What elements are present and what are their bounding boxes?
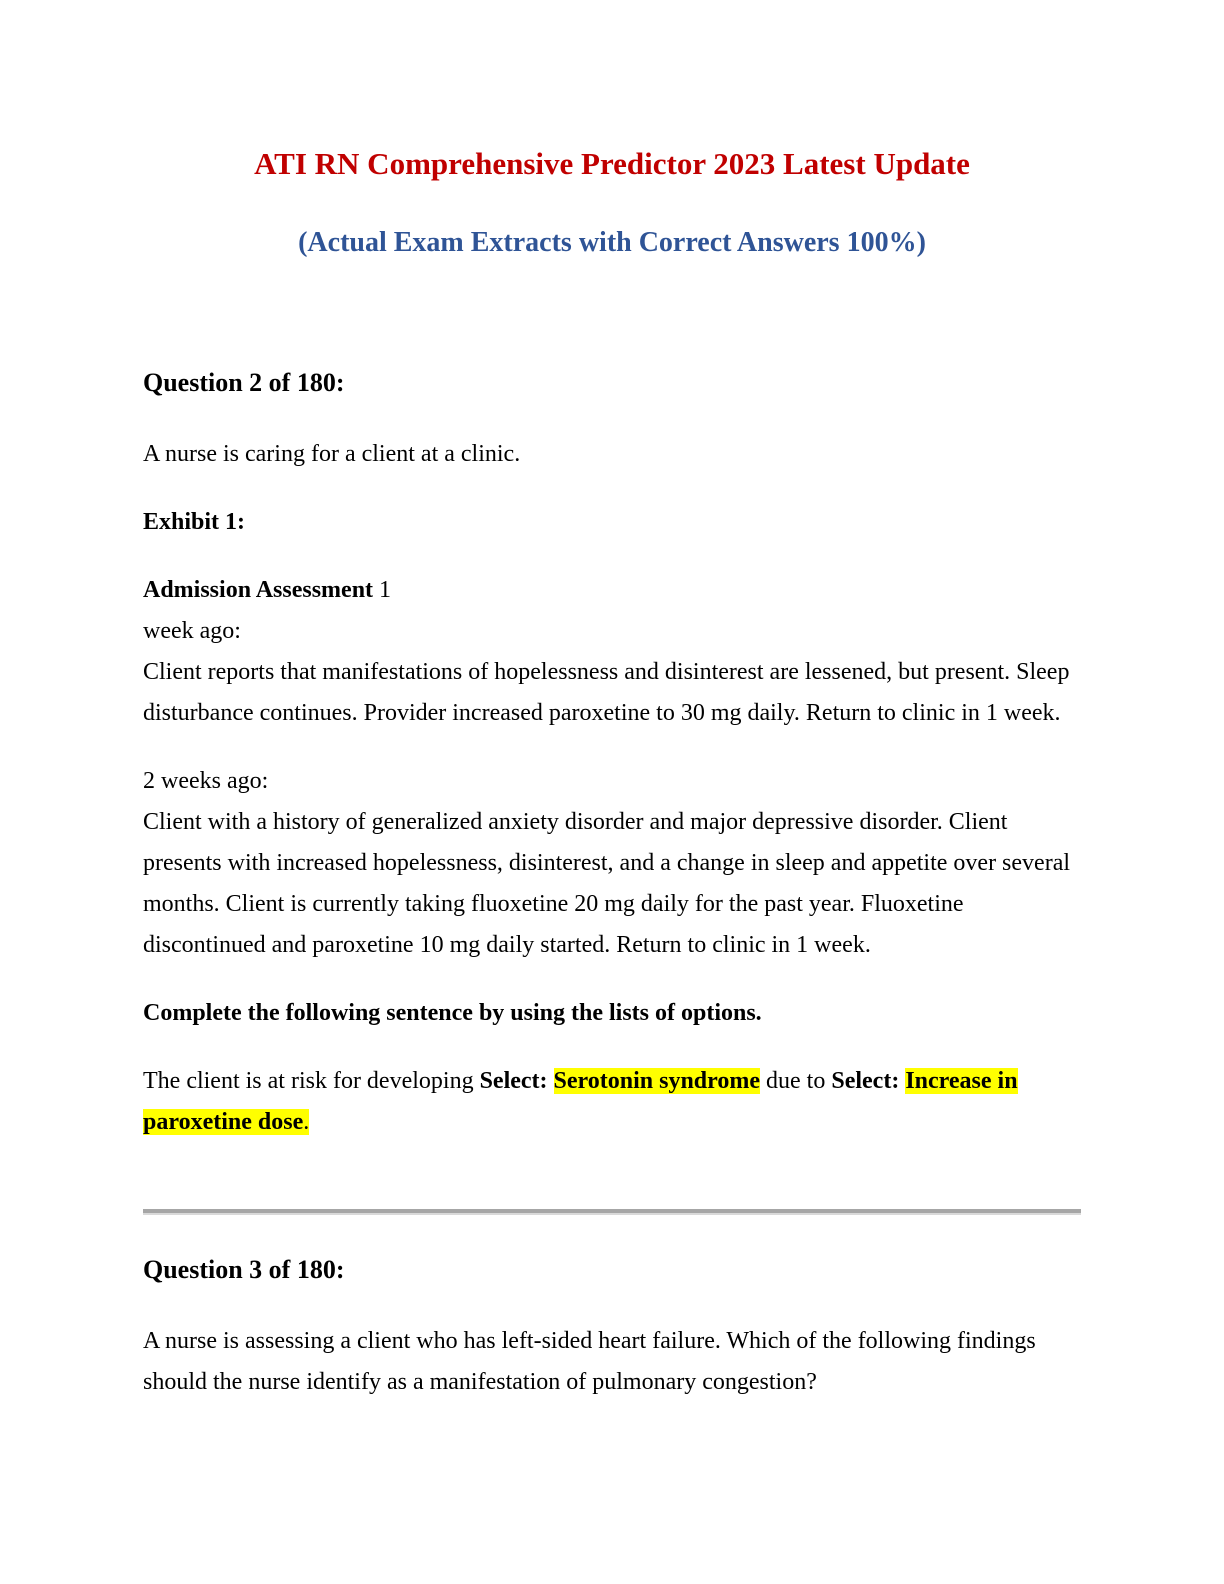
selected-answer-2: Increase in paroxetine dose bbox=[143, 1068, 1018, 1135]
question-2-heading: Question 2 of 180: bbox=[143, 368, 345, 397]
select-label-1: Select: bbox=[479, 1068, 554, 1094]
exhibit-1-label: Exhibit 1: bbox=[143, 509, 246, 535]
admission-note-older-body: Client with a history of generalized anxiety disorder and major depressive disorder. Client presents with increased hopelessness, disinterest, and a change in sleep and appetite over several months. Client is currently taking fluoxetine 20 mg daily for the past year. Fluoxetine discontinued and paroxetine 10 mg daily started. Return to clinic in 1 week. bbox=[143, 809, 1071, 958]
document-title: ATI RN Comprehensive Predictor 2023 Latest Update bbox=[254, 146, 970, 181]
completion-instruction: Complete the following sentence by using the lists of options. bbox=[143, 1000, 762, 1026]
admission-assessment-title-rest: 1 bbox=[373, 577, 392, 603]
completion-sentence bbox=[143, 1061, 1081, 1143]
admission-note-recent bbox=[143, 570, 1081, 734]
admission-note-recent-subline: week ago: bbox=[143, 618, 241, 644]
document-subtitle: (Actual Exam Extracts with Correct Answers 100%) bbox=[298, 227, 926, 258]
completion-lead: The client is at risk for developing bbox=[143, 1068, 480, 1094]
question-2-intro: A nurse is caring for a client at a clinic. bbox=[143, 441, 521, 467]
select-label-2: Select: bbox=[831, 1068, 906, 1094]
question-3-body: A nurse is assessing a client who has left-sided heart failure. Which of the following findings should the nurse identify as a manifestation of pulmonary congestion? bbox=[143, 1328, 1036, 1395]
admission-note-older bbox=[143, 761, 1081, 966]
question-3-heading: Question 3 of 180: bbox=[143, 1255, 345, 1284]
completion-middle: due to bbox=[760, 1068, 832, 1094]
admission-note-older-subline: 2 weeks ago: bbox=[143, 768, 269, 794]
admission-assessment-title: Admission Assessment bbox=[143, 577, 374, 603]
completion-tail: . bbox=[303, 1109, 310, 1135]
selected-answer-1: Serotonin syndrome bbox=[553, 1068, 761, 1094]
section-divider bbox=[143, 1209, 1081, 1215]
admission-note-recent-body: Client reports that manifestations of hopelessness and disinterest are lessened, but present. Sleep disturbance continues. Provider increased paroxetine to 30 mg daily. Return to clinic in 1 week. bbox=[143, 659, 1070, 726]
